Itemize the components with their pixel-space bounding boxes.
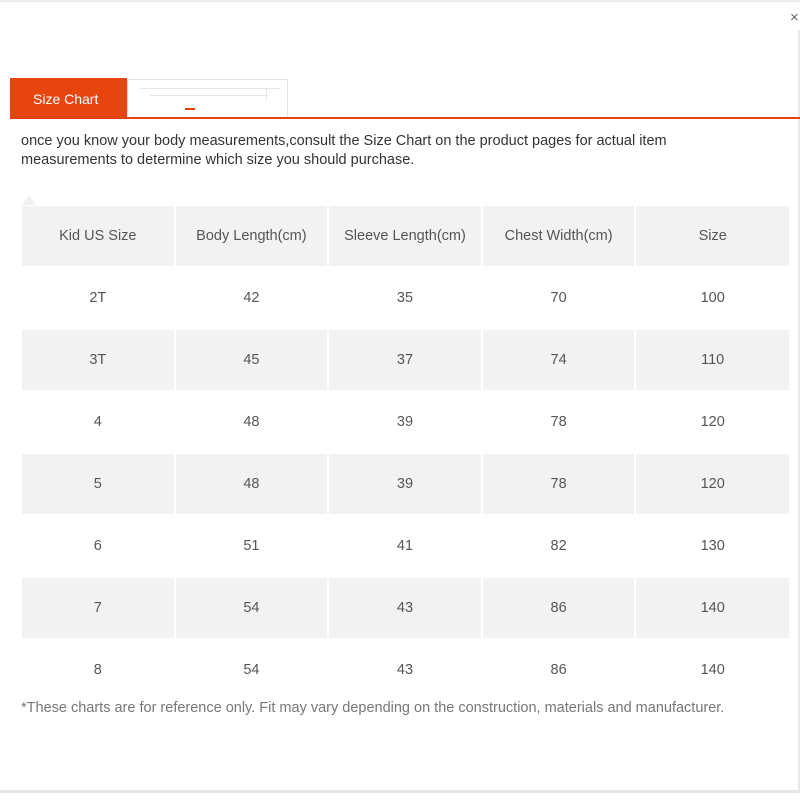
tab-size-chart-label: Size Chart	[33, 90, 99, 107]
table-cell: 39	[329, 454, 481, 514]
table-cell: 51	[176, 516, 328, 576]
table-cell: 43	[329, 578, 481, 638]
table-row	[22, 516, 789, 578]
table-cell: 2T	[22, 268, 174, 328]
table-cell: 3T	[22, 330, 174, 390]
table-cell: 6	[22, 516, 174, 576]
table-cell: 45	[176, 330, 328, 390]
table-cell: 54	[176, 578, 328, 638]
size-table	[22, 206, 789, 702]
table-cell: 41	[329, 516, 481, 576]
tab-decoration	[140, 88, 280, 89]
table-row	[22, 454, 789, 516]
table-corner-mark	[22, 195, 36, 205]
table-row	[22, 392, 789, 454]
table-cell: 100	[636, 268, 789, 328]
table-cell: 7	[22, 578, 174, 638]
table-cell: 110	[636, 330, 789, 390]
disclaimer-note: *These charts are for reference only. Fit may vary depending on the construction, materials and manufacturer.	[21, 700, 725, 716]
table-cell: 37	[329, 330, 481, 390]
table-cell: 43	[329, 640, 481, 700]
table-cell: 48	[176, 454, 328, 514]
header-sleeve-length: Sleeve Length(cm)	[329, 206, 481, 266]
table-row	[22, 330, 789, 392]
table-cell: 39	[329, 392, 481, 452]
close-icon[interactable]: ×	[790, 10, 799, 26]
table-cell: 140	[636, 640, 789, 700]
table-cell: 54	[176, 640, 328, 700]
table-cell: 35	[329, 268, 481, 328]
header-kid-us-size: Kid US Size	[22, 206, 174, 266]
table-header-row	[22, 206, 789, 268]
top-divider	[0, 0, 800, 2]
tab-decoration	[150, 95, 268, 96]
table-cell: 70	[483, 268, 635, 328]
tab-size-chart[interactable]	[10, 78, 127, 119]
table-cell: 86	[483, 578, 635, 638]
table-row	[22, 578, 789, 640]
header-size: Size	[636, 206, 789, 266]
table-cell: 5	[22, 454, 174, 514]
table-cell: 8	[22, 640, 174, 700]
table-cell: 120	[636, 392, 789, 452]
table-cell: 78	[483, 392, 635, 452]
table-cell: 78	[483, 454, 635, 514]
table-cell: 130	[636, 516, 789, 576]
table-cell: 86	[483, 640, 635, 700]
table-cell: 140	[636, 578, 789, 638]
table-cell: 120	[636, 454, 789, 514]
table-cell: 4	[22, 392, 174, 452]
table-cell: 82	[483, 516, 635, 576]
tab-secondary[interactable]	[127, 79, 288, 117]
bottom-border	[0, 790, 800, 793]
table-row	[22, 268, 789, 330]
intro-text: once you know your body measurements,consult the Size Chart on the product pages for actual item measurements to determine which size you should purchase.	[21, 133, 667, 168]
tab-indicator	[185, 108, 195, 110]
table-row	[22, 640, 789, 702]
tab-underline	[10, 117, 800, 119]
table-cell: 42	[176, 268, 328, 328]
header-body-length: Body Length(cm)	[176, 206, 328, 266]
header-chest-width: Chest Width(cm)	[483, 206, 635, 266]
tab-decoration	[266, 88, 267, 100]
table-cell: 48	[176, 392, 328, 452]
table-cell: 74	[483, 330, 635, 390]
